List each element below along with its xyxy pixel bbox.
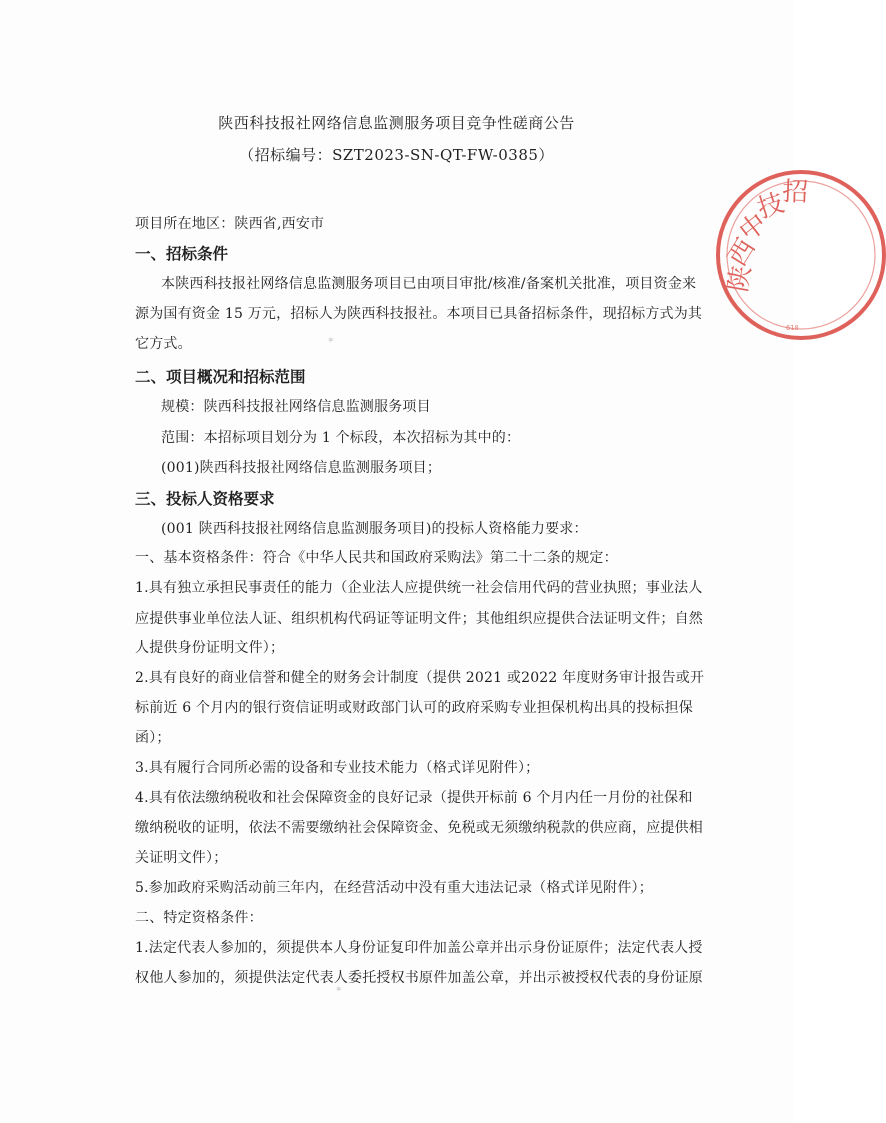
paragraph-line: 范围：本招标项目划分为 1 个标段，本次招标为其中的： (161, 430, 521, 446)
svg-text:西: 西 (722, 233, 762, 272)
section-heading-project-overview: 二、项目概况和招标范围 (135, 368, 306, 386)
svg-text:技: 技 (753, 188, 788, 225)
section-heading-bidder-qualifications: 三、投标人资格要求 (135, 490, 275, 508)
svg-text:610: 610 (786, 324, 799, 332)
paragraph-line: 应提供事业单位法人证、组织机构代码证等证明文件；其他组织应提供合法证明文件；自然 (135, 611, 703, 627)
section-heading-bidding-conditions: 一、招标条件 (135, 245, 229, 263)
paragraph-line: 函）； (135, 730, 171, 746)
paragraph-line: 规模：陕西科技报社网络信息监测服务项目 (161, 399, 431, 415)
project-region: 项目所在地区：陕西省,西安市 (135, 216, 325, 232)
paragraph-line: 它方式。 (135, 336, 192, 352)
paragraph-line: 关证明文件）； (135, 850, 228, 866)
paragraph-line: 1.法定代表人参加的，须提供本人身份证复印件加盖公章并出示身份证原件；法定代表人授 (135, 940, 703, 956)
tender-number: （招标编号：SZT2023-SN-QT-FW-0385） (239, 146, 554, 164)
svg-text:招: 招 (781, 177, 809, 208)
paragraph-line: (001)陕西科技报社网络信息监测服务项目； (161, 460, 442, 476)
seal-graphic (716, 170, 886, 340)
document-title: 陕西科技报社网络信息监测服务项目竞争性磋商公告 (218, 114, 575, 132)
paragraph-line: 4.具有依法缴纳税收和社会保障资金的良好记录（提供开标前 6 个月内任一月份的社保和 (135, 790, 693, 806)
scan-artifact: ✶ (335, 985, 343, 995)
scan-artifact: ✶ (327, 336, 335, 346)
paragraph-line: 1.具有独立承担民事责任的能力（企业法人应提供统一社会信用代码的营业执照；事业法人 (135, 580, 703, 596)
svg-text:陕: 陕 (723, 263, 758, 295)
paragraph-line: (001 陕西科技报社网络信息监测服务项目)的投标人资格能力要求： (161, 521, 588, 537)
paragraph-line: 本陕西科技报社网络信息监测服务项目已由项目审批/核准/备案机关批准，项目资金来 (161, 276, 697, 292)
paragraph-line: 一、基本资格条件：符合《中华人民共和国政府采购法》第二十二条的规定： (135, 550, 618, 566)
paragraph-line: 3.具有履行合同所必需的设备和专业技术能力（格式详见附件）； (135, 760, 540, 776)
paragraph-line: 5.参加政府采购活动前三年内，在经营活动中没有重大违法记录（格式详见附件）； (135, 880, 653, 896)
paragraph-line: 2.具有良好的商业信誉和健全的财务会计制度（提供 2021 或2022 年度财务审计报告或开 (135, 670, 705, 686)
paragraph-line: 标前近 6 个月内的银行资信证明或财政部门认可的政府采购专业担保机构出具的投标担保 (135, 700, 694, 716)
paragraph-line: 源为国有资金 15 万元，招标人为陕西科技报社。本项目已具备招标条件，现招标方式为其 (135, 306, 703, 322)
paragraph-line: 二、特定资格条件： (135, 910, 263, 926)
paragraph-line: 缴纳税收的证明，依法不需要缴纳社会保障资金、免税或无须缴纳税款的供应商，应提供相 (135, 820, 703, 836)
svg-text:中: 中 (733, 207, 773, 248)
official-seal (716, 170, 886, 340)
paragraph-line: 人提供身份证明文件）； (135, 640, 285, 656)
paragraph-line: 权他人参加的，须提供法定代表人委托授权书原件加盖公章，并出示被授权代表的身份证原 (135, 970, 703, 986)
